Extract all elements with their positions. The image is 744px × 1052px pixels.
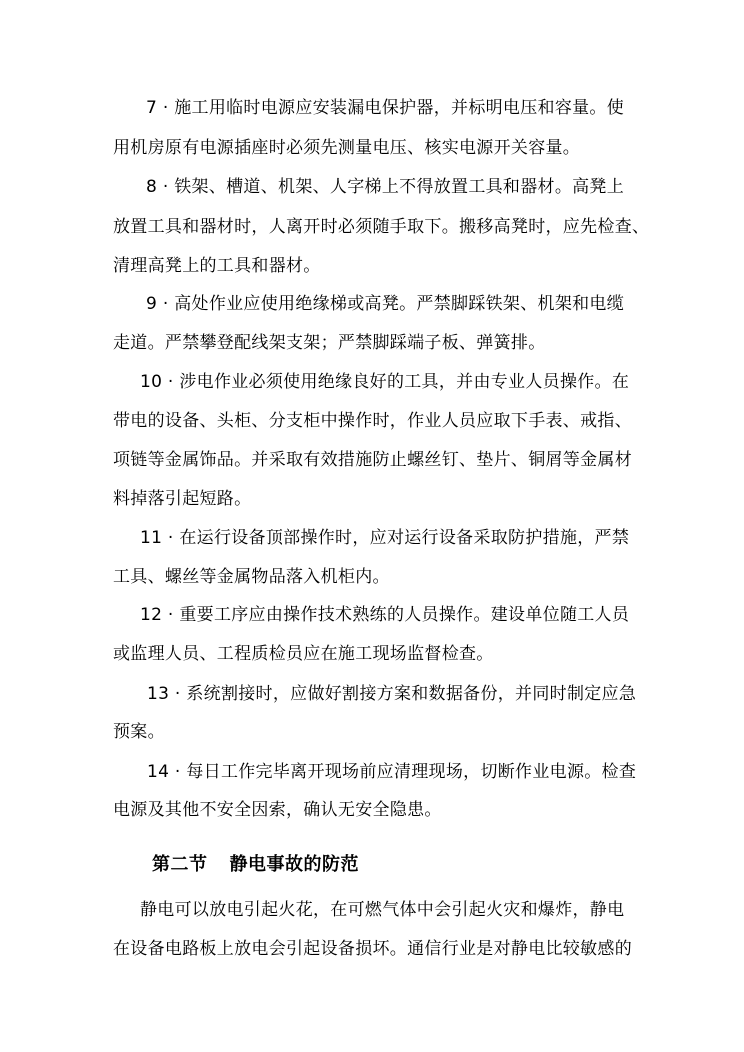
item-12-line-2: 或监理人员、工程质检员应在施工现场监督检查。 <box>113 644 494 664</box>
section-label: 第二节 <box>152 854 208 875</box>
item-9-line-2: 走道。严禁攀登配线架支架；严禁脚踩端子板、弹簧排。 <box>113 333 546 353</box>
item-11-line-1: 11 · 在运行设备顶部操作时，应对运行设备采取防护措施，严禁 <box>140 528 630 548</box>
item-13-line-1: 13 · 系统割接时，应做好割接方案和数据备份，并同时制定应急 <box>147 684 637 704</box>
item-10-line-4: 料掉落引起短路。 <box>113 489 252 509</box>
paragraph-line-1: 静电可以放电引起火花，在可燃气体中会引起火灾和爆炸，静电 <box>140 900 625 920</box>
item-10-line-2: 带电的设备、头柜、分支柜中操作时，作业人员应取下手表、戒指、 <box>113 411 632 431</box>
item-7-line-1: 7 · 施工用临时电源应安装漏电保护器，并标明电压和容量。使 <box>146 98 625 118</box>
item-10-line-1: 10 · 涉电作业必须使用绝缘良好的工具，并由专业人员操作。在 <box>140 372 630 392</box>
item-7-line-2: 用机房原有电源插座时必须先测量电压、核实电源开关容量。 <box>113 138 581 158</box>
item-13-line-2: 预案。 <box>113 722 165 742</box>
section-heading <box>152 853 359 877</box>
item-14-line-1: 14 · 每日工作完毕离开现场前应清理现场，切断作业电源。检查 <box>147 762 637 782</box>
section-title: 静电事故的防范 <box>229 854 359 875</box>
item-12-line-1: 12 · 重要工序应由操作技术熟练的人员操作。建设单位随工人员 <box>140 605 630 625</box>
item-8-line-1: 8 · 铁架、槽道、机架、人字梯上不得放置工具和器材。高凳上 <box>146 177 625 197</box>
item-9-line-1: 9 · 高处作业应使用绝缘梯或高凳。严禁脚踩铁架、机架和电缆 <box>146 294 625 314</box>
item-14-line-2: 电源及其他不安全因索，确认无安全隐患。 <box>113 800 442 820</box>
item-10-line-3: 项链等金属饰品。并采取有效措施防止螺丝钉、垫片、铜屑等金属材 <box>113 450 632 470</box>
paragraph-line-2: 在设备电路板上放电会引起设备损坏。通信行业是对静电比较敏感的 <box>113 939 632 959</box>
item-8-line-2: 放置工具和器材时，人离开时必须随手取下。搬移高凳时，应先检查、 <box>113 217 650 237</box>
item-8-line-3: 清理高凳上的工具和器材。 <box>113 256 321 276</box>
item-11-line-2: 工具、螺丝等金属物品落入机柜内。 <box>113 567 390 587</box>
